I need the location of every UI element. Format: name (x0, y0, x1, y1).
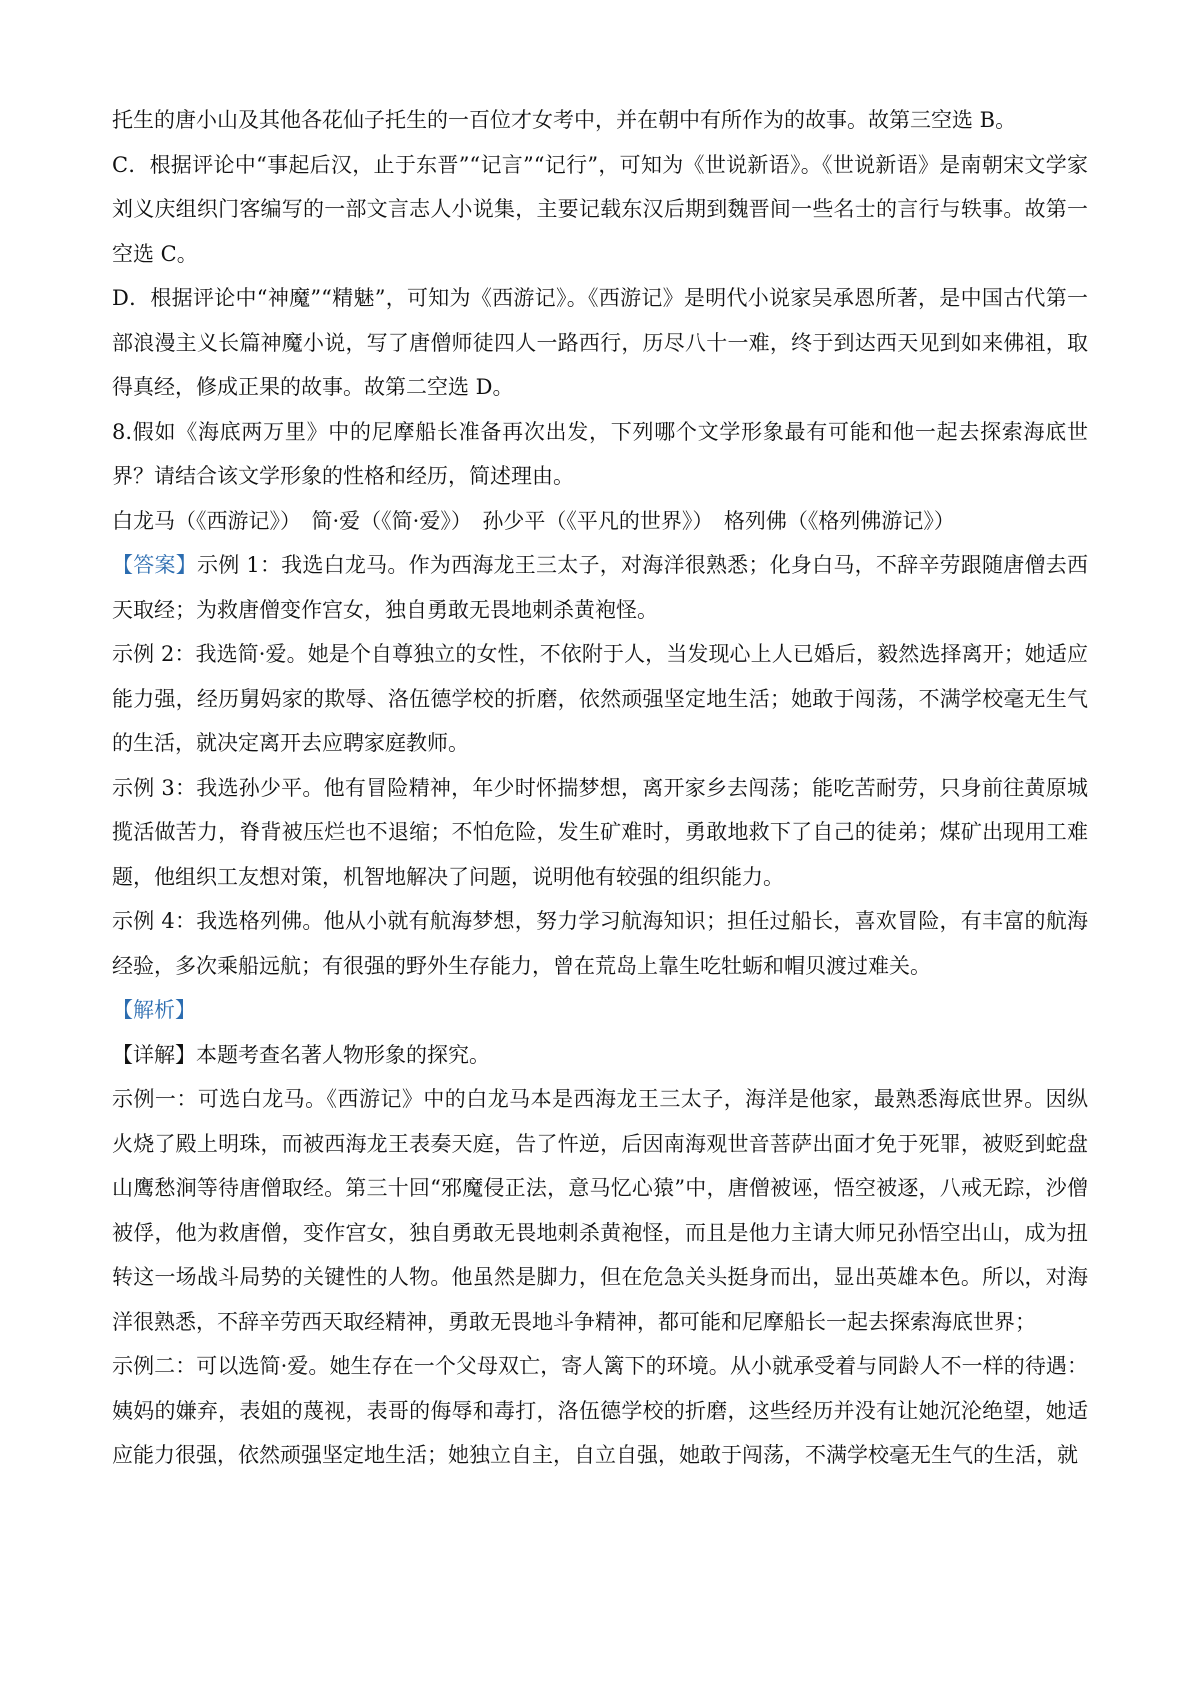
question-8: 8.假如《海底两万里》中的尼摩船长准备再次出发，下列哪个文学形象最有可能和他一起去探索海底世界？请结合该文学形象的性格和经历，简述理由。 (112, 419, 1088, 488)
paragraph-choice-b-conclusion: 托生的唐小山及其他各花仙子托生的一百位才女考中，并在朝中有所作为的故事。故第三空选 B。 (112, 108, 1017, 132)
answer-example-2: 示例 2：我选简·爱。她是个自尊独立的女性，不依附于人，当发现心上人已婚后，毅然选择离开；她适应能力强，经历舅妈家的欺辱、洛伍德学校的折磨，依然顽强坚定地生活；她敢于闯荡，不满学校毫无生气的生活，就决定离开去应聘家庭教师。 (112, 642, 1088, 755)
question-8-options: 白龙马（《西游记》） 简·爱（《简·爱》） 孙少平（《平凡的世界》） 格列佛（《格列佛游记》） (112, 508, 955, 533)
answer-example-1-text: 示例 1：我选白龙马。作为西海龙王三太子，对海洋很熟悉；化身白马，不辞辛劳跟随唐僧去西天取经；为救唐僧变作宫女，独自勇敢无畏地刺杀黄袍怪。 (112, 553, 1088, 622)
analysis-tag: 【解析】 (112, 998, 196, 1022)
analysis-example-2: 示例二：可以选简·爱。她生存在一个父母双亡，寄人篱下的环境。从小就承受着与同龄人不一样的待遇：姨妈的嫌弃，表姐的蔑视，表哥的侮辱和毒打，洛伍德学校的折磨，这些经历并没有让她沉沦绝望，她适应能力很强，依然顽强坚定地生活；她独立自主，自立自强，她敢于闯荡，不满学校毫无生气的生活，就 (112, 1354, 1088, 1467)
paragraph-choice-c: C．根据评论中“事起后汉，止于东晋”“记言”“记行”，可知为《世说新语》。《世说新语》是南朝宋文学家刘义庆组织门客编写的一部文言志人小说集，主要记载东汉后期到魏晋间一些名士的言行与轶事。故第一空选 C。 (112, 152, 1088, 266)
paragraph-choice-d: D．根据评论中“神魔”“精魅”，可知为《西游记》。《西游记》是明代小说家吴承恩所著，是中国古代第一部浪漫主义长篇神魔小说，写了唐僧师徒四人一路西行，历尽八十一难，终于到达西天见到如来佛祖，取得真经，修成正果的故事。故第二空选 D。 (112, 286, 1088, 399)
answer-example-3: 示例 3：我选孙少平。他有冒险精神，年少时怀揣梦想，离开家乡去闯荡；能吃苦耐劳，只身前往黄原城揽活做苦力，脊背被压烂也不退缩；不怕危险，发生矿难时，勇敢地救下了自己的徒弟；煤矿出现用工难题，他组织工友想对策，机智地解决了问题，说明他有较强的组织能力。 (112, 775, 1088, 889)
detail-intro: 【详解】本题考查名著人物形象的探究。 (112, 1042, 490, 1067)
answer-tag: 【答案】 (112, 553, 197, 577)
answer-example-4: 示例 4：我选格列佛。他从小就有航海梦想，努力学习航海知识；担任过船长，喜欢冒险，有丰富的航海经验，多次乘船远航；有很强的野外生存能力，曾在荒岛上靠生吃牡蛎和帽贝渡过难关。 (112, 909, 1088, 978)
answer-example-1 (112, 543, 1088, 632)
analysis-example-1: 示例一：可选白龙马。《西游记》中的白龙马本是西海龙王三太子，海洋是他家，最熟悉海底世界。因纵火烧了殿上明珠，而被西海龙王表奏天庭，告了忤逆，后因南海观世音菩萨出面才免于死罪，被贬到蛇盘山鹰愁涧等待唐僧取经。第三十回“邪魔侵正法，意马忆心猿”中，唐僧被诬，悟空被逐，八戒无踪，沙僧被俘，他为救唐僧，变作宫女，独自勇敢无畏地刺杀黄袍怪，而且是他力主请大师兄孙悟空出山，成为扭转这一场战斗局势的关键性的人物。他虽然是脚力，但在危急关头挺身而出，显出英雄本色。所以，对海洋很熟悉，不辞辛劳西天取经精神，勇敢无畏地斗争精神，都可能和尼摩船长一起去探索海底世界； (112, 1087, 1088, 1334)
